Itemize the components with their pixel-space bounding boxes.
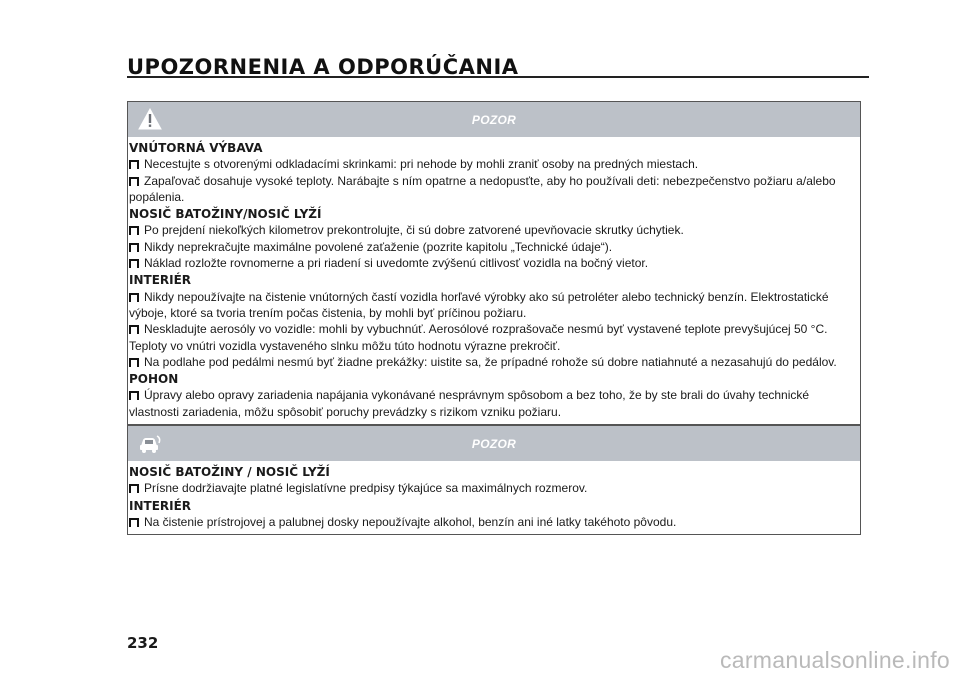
page-title: UPOZORNENIA A ODPORÚČANIA: [127, 55, 519, 79]
list-item: Úpravy alebo opravy zariadenia napájania vykonávané nesprávnym spôsobom a bez toho, že by ste brali do úvahy technické vlastnosti zariadenia, môžu spôsobiť poruchy prevádzky s rizikom vzniku požiaru.: [129, 388, 810, 419]
bullet-icon: [129, 177, 139, 186]
bullet-icon: [129, 259, 139, 268]
list-item: Na podlahe pod pedálmi nesmú byť žiadne prekážky: uistite sa, že prípadné rohože sú dobre natiahnuté a nezasahujú do pedálov.: [129, 354, 859, 370]
watermark: carmanualsonline.info: [719, 647, 950, 673]
list-item: Neskladujte aerosóly vo vozidle: mohli by vybuchnúť. Aerosólové rozprašovače nesmú byť vystavené teplote prevyšujúcej 50 °C. Teploty vo vnútri vozidla vystaveného slnku môžu túto hodnotu výrazne prekročiť.: [129, 322, 828, 353]
list-item: Necestujte s otvorenými odkladacími skrinkami: pri nehode by mohli zraniť osoby na predných miestach.: [129, 156, 859, 172]
list-item: Náklad rozložte rovnomerne a pri riadení si uvedomte zvýšenú citlivosť vozidla na bočný vietor.: [129, 255, 859, 271]
bullet-icon: [129, 325, 139, 334]
warning-box-header: [128, 426, 860, 461]
section-heading: NOSIČ BATOŽINY / NOSIČ LYŽÍ: [129, 465, 330, 479]
list-item: Po prejdení niekoľkých kilometrov prekontrolujte, či sú dobre zatvorené upevňovacie skrutky úchytiek.: [129, 222, 859, 238]
section-heading: INTERIÉR: [129, 498, 192, 513]
list-item: Nikdy nepoužívajte na čistenie vnútorných častí vozidla horľavé výrobky ako sú petroléter alebo technický benzín. Elektrostatické výboje, ktoré sa tvoria trením počas čistenia, by mohli byť príčinou požiaru.: [129, 289, 829, 320]
page-number: 232: [127, 634, 159, 652]
bullet-icon: [129, 391, 139, 400]
list-item: Nikdy neprekračujte maximálne povolené zaťaženie (pozrite kapitolu „Technické údaje“).: [129, 239, 859, 255]
bullet-icon: [129, 243, 139, 252]
list-item: Prísne dodržiavajte platné legislatívne predpisy týkajúce sa maximálnych rozmerov.: [129, 480, 859, 496]
bullet-icon: [129, 293, 139, 302]
bullet-icon: [129, 518, 139, 527]
section-heading: NOSIČ BATOŽINY/NOSIČ LYŽÍ: [129, 207, 322, 222]
section-heading: VNÚTORNÁ VÝBAVA: [129, 141, 263, 155]
list-item: Na čistenie prístrojovej a palubnej dosky nepoužívajte alkohol, benzín ani iné latky takéhoto pôvodu.: [129, 514, 859, 530]
bullet-icon: [129, 484, 139, 493]
warning-box-label: POZOR: [471, 437, 517, 451]
bullet-icon: [129, 358, 139, 367]
list-item: Zapaľovač dosahuje vysoké teploty. Narábajte s ním opatrne a nedopusťte, aby ho používali deti: nebezpečenstvo požiaru a/alebo popálenia.: [129, 173, 836, 204]
warning-box-1: [127, 101, 861, 425]
bullet-icon: [129, 226, 139, 235]
warning-box-label: POZOR: [471, 113, 517, 127]
warning-box-2: [127, 425, 861, 535]
section-heading: INTERIÉR: [129, 273, 192, 288]
title-rule: [127, 76, 869, 78]
bullet-icon: [129, 160, 139, 169]
warning-box-header: [128, 102, 860, 137]
section-heading: POHON: [129, 372, 179, 387]
